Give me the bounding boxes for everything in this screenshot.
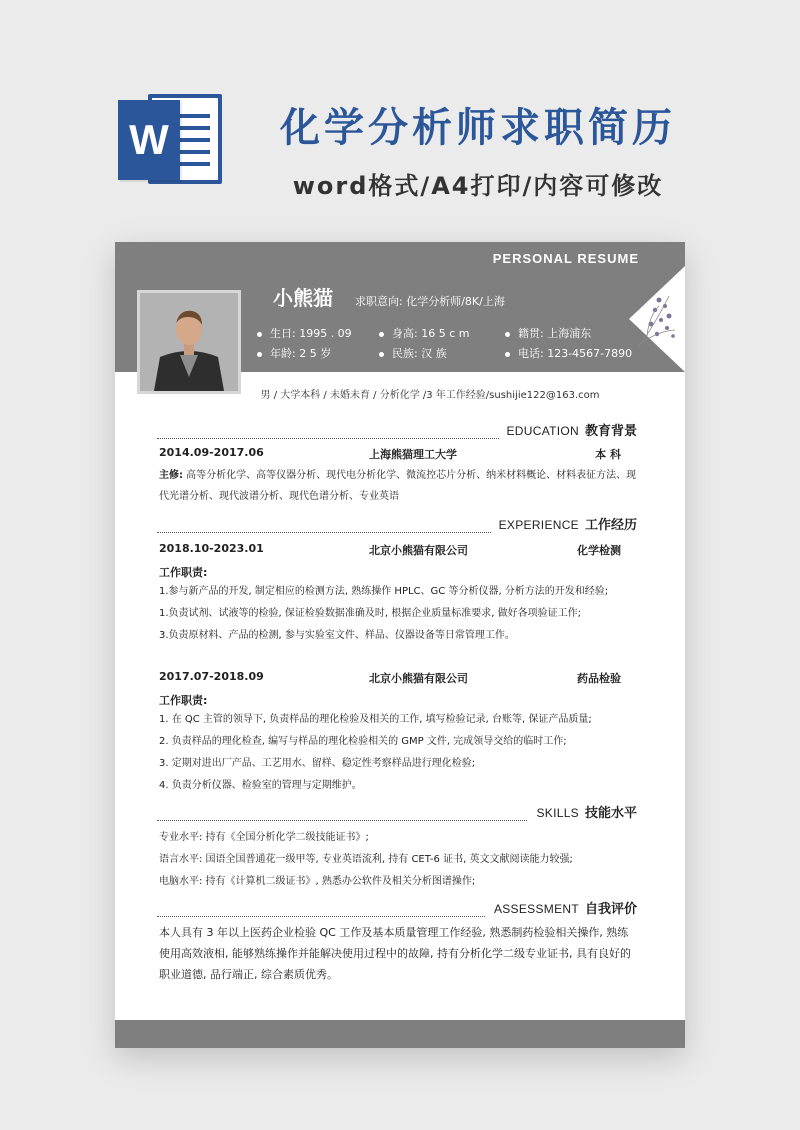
skill-item: 语言水平: 国语全国普通花一级甲等, 专业英语流利, 持有 CET-6 证书, 英文文献阅读能力较强; xyxy=(159,854,573,865)
word-badge: W xyxy=(118,100,180,180)
job-row: 2017.07-2018.09 北京小熊猫有限公司 药品检验 xyxy=(159,670,621,685)
info-birthday: 生日: 1995 . 09 xyxy=(257,325,352,341)
job-intent: 求职意向: 化学分析师/8K/上海 xyxy=(355,295,505,308)
profile-photo xyxy=(137,290,241,394)
duty-item: 1.负责试剂、试液等的检验, 保证检验数据准确及时, 根据企业质量标准要求, 做好各项验证工作; xyxy=(159,608,581,619)
flower-icon xyxy=(629,286,681,356)
education-degree: 本 科 xyxy=(595,448,621,461)
duty-item: 1.参与新产品的开发, 制定相应的检测方法, 熟练操作 HPLC、GC 等分析仪器, 分析方法的开发和经验; xyxy=(159,586,609,597)
duty-item: 3.负责原材料、产品的检测, 参与实验室文件、样品、仪器设备等日常管理工作。 xyxy=(159,630,515,641)
education-period: 2014.09-2017.06 xyxy=(159,446,264,459)
duty-item: 3. 定期对进出厂产品、工艺用水、留样、稳定性考察样品进行理化检验; xyxy=(159,758,476,769)
duty-item: 4. 负责分析仪器、检验室的管理与定期维护。 xyxy=(159,780,362,791)
info-age: 年龄: 2 5 岁 xyxy=(257,345,331,361)
section-experience: EXPERIENCE 工作经历 xyxy=(157,514,637,533)
duties-label: 工作职责: xyxy=(159,694,208,707)
resume-tag: PERSONAL RESUME xyxy=(492,251,639,266)
education-row xyxy=(159,446,637,462)
resume-footer xyxy=(115,1020,685,1048)
duty-item: 2. 负责样品的理化检查, 编写与样品的理化检验相关的 GMP 文件, 完成领导交给的临时工作; xyxy=(159,736,567,747)
skill-item: 电脑水平: 持有《计算机二级证书》, 熟悉办公软件及相关分析图谱操作; xyxy=(159,876,476,887)
assessment-text: 本人具有 3 年以上医药企业检验 QC 工作及基本质量管理工作经验, 熟悉制药检验相关操作, 熟练使用高效液相, 能够熟练操作并能解决使用过程中的故障, 持有分析化学二级专业证书, 具有良好的职业道德, 品行端正, 综合素质优秀。 xyxy=(159,926,631,981)
banner-title: 化学分析师求职简历 xyxy=(280,105,676,151)
duty-item: 1. 在 QC 主管的领导下, 负责样品的理化检验及相关的工作, 填写检验记录, 台账等, 保证产品质量; xyxy=(159,714,592,725)
info-ethnicity: 民族: 汉 族 xyxy=(379,345,447,361)
word-icon xyxy=(118,86,228,190)
candidate-name: 小熊猫 xyxy=(273,286,333,310)
info-hometown: 籍贯: 上海浦东 xyxy=(505,325,591,341)
section-education: EDUCATION 教育背景 xyxy=(157,420,637,439)
education-courses: 主修: 高等分析化学、高等仪器分析、现代电分析化学、微流控芯片分析、纳米材料概论、材料表征方法、现代光谱分析、现代波谱分析、现代色谱分析、专业英语 xyxy=(159,470,637,502)
job-row: 2018.10-2023.01 北京小熊猫有限公司 化学检测 xyxy=(159,542,621,557)
banner-subtitle: word格式/A4打印/内容可修改 xyxy=(292,172,664,200)
resume-page xyxy=(115,242,685,1048)
section-skills: SKILLS 技能水平 xyxy=(157,802,637,821)
info-height: 身高: 16 5 c m xyxy=(379,325,469,341)
info-phone: 电话: 123-4567-7890 xyxy=(505,345,632,361)
banner xyxy=(0,0,800,235)
personal-summary-strip: 男 / 大学本科 / 未婚未育 / 分析化学 /3 年工作经验/sushijie122@163.com xyxy=(260,390,600,401)
section-assessment: ASSESSMENT 自我评价 xyxy=(157,898,637,917)
duties-label: 工作职责: xyxy=(159,566,208,579)
education-school: 上海熊猫理工大学 xyxy=(369,448,457,461)
person-avatar-icon xyxy=(140,293,238,391)
skill-item: 专业水平: 持有《全国分析化学二级技能证书》; xyxy=(159,832,369,843)
